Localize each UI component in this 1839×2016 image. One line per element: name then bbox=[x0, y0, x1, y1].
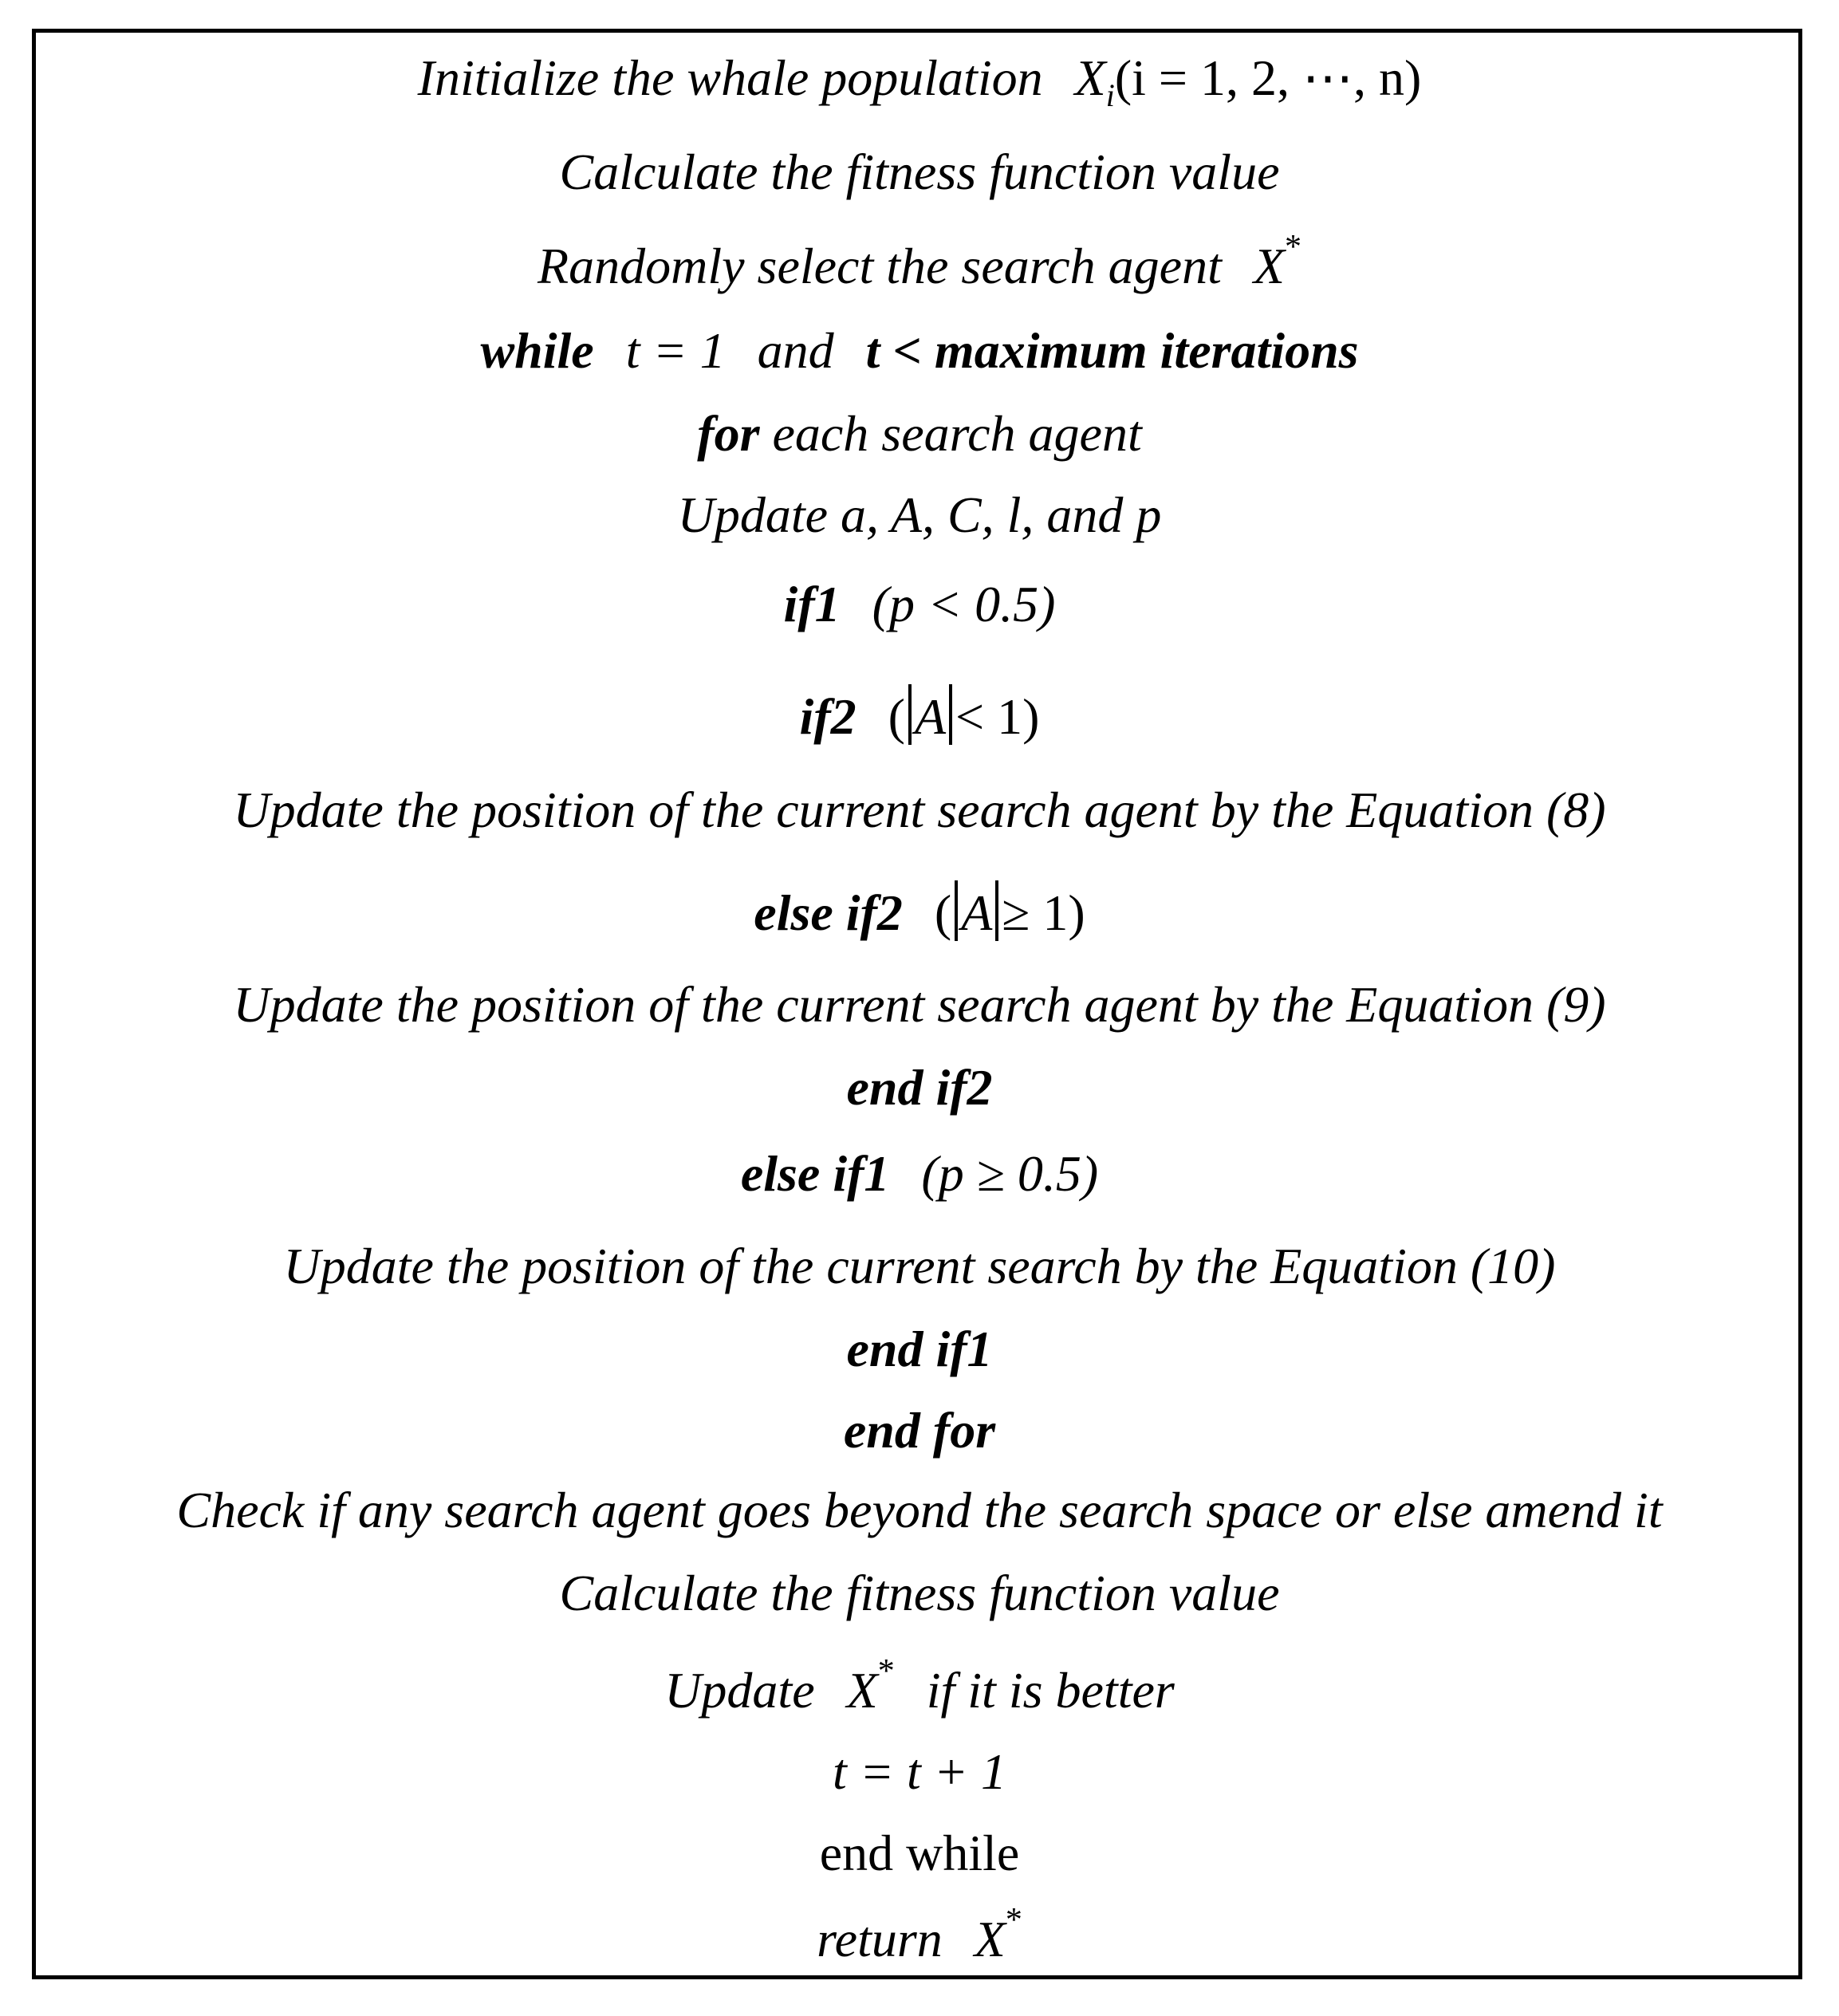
line-check-bounds bbox=[0, 1482, 1839, 1538]
line-return bbox=[0, 1902, 1839, 1967]
update-best-text-b: if it is better bbox=[926, 1662, 1175, 1719]
line-end-if1 bbox=[0, 1321, 1839, 1377]
line-while bbox=[0, 322, 1839, 379]
else-if2-var: A bbox=[961, 884, 993, 941]
for-keyword: for bbox=[697, 405, 760, 462]
whale-var: X bbox=[1074, 49, 1106, 106]
line-update-eq9 bbox=[0, 976, 1839, 1033]
abs-bar-right bbox=[949, 684, 952, 745]
line-if1 bbox=[0, 576, 1839, 632]
return-text: return bbox=[817, 1911, 943, 1967]
index-range: (i = 1, 2, ⋯, n) bbox=[1114, 49, 1422, 106]
if2-keyword: if2 bbox=[799, 688, 856, 745]
else-if1-condition: (p ≥ 0.5) bbox=[921, 1145, 1099, 1202]
update-best-star: * bbox=[877, 1653, 895, 1690]
line-random-select bbox=[0, 229, 1839, 294]
line-update-eq10 bbox=[0, 1238, 1839, 1294]
increment-formula: t = t + 1 bbox=[833, 1743, 1006, 1800]
line-calculate-fitness-2 bbox=[0, 1565, 1839, 1621]
line-if2 bbox=[0, 684, 1839, 745]
calculate-fitness-text: Calculate the fitness function value bbox=[559, 144, 1280, 200]
line-update-params bbox=[0, 486, 1839, 543]
end-while-text: end while bbox=[819, 1825, 1020, 1881]
else-if2-rest: ≥ 1) bbox=[1002, 884, 1085, 941]
return-star: * bbox=[1005, 1902, 1022, 1939]
if2-var: A bbox=[914, 688, 947, 745]
whale-index: i bbox=[1105, 77, 1115, 113]
line-calculate-fitness-1 bbox=[0, 144, 1839, 200]
abs-bar-left bbox=[908, 684, 912, 745]
abs-bar-left-2 bbox=[955, 880, 958, 941]
line-update-eq8 bbox=[0, 782, 1839, 838]
for-text: each search agent bbox=[772, 405, 1142, 462]
best-agent-star: * bbox=[1284, 229, 1301, 266]
while-cond-b: t < maximum iterations bbox=[865, 322, 1359, 379]
if1-keyword: if1 bbox=[783, 576, 841, 632]
while-and: and bbox=[757, 322, 834, 379]
if2-open-paren: ( bbox=[888, 688, 905, 745]
abs-bar-right-2 bbox=[995, 880, 998, 941]
if2-rest: < 1) bbox=[955, 688, 1040, 745]
line-increment bbox=[0, 1743, 1839, 1800]
line-for bbox=[0, 405, 1839, 462]
line-else-if2 bbox=[0, 880, 1839, 941]
if1-condition: (p < 0.5) bbox=[872, 576, 1056, 632]
line-else-if1 bbox=[0, 1145, 1839, 1202]
line-end-if2 bbox=[0, 1059, 1839, 1116]
end-for-keyword: end for bbox=[843, 1402, 996, 1459]
return-var: X bbox=[974, 1911, 1006, 1967]
line-initialize bbox=[0, 49, 1839, 113]
update-best-var: X bbox=[846, 1662, 878, 1719]
update-params-text: Update a, A, C, l, and p bbox=[677, 486, 1162, 543]
update-eq9-text: Update the position of the current search agent by the Equation (9) bbox=[233, 976, 1606, 1033]
line-end-for bbox=[0, 1402, 1839, 1459]
end-if1-keyword: end if1 bbox=[846, 1321, 993, 1377]
random-select-text: Randomly select the search agent bbox=[538, 238, 1222, 294]
line-end-while bbox=[0, 1825, 1839, 1881]
update-eq10-text: Update the position of the current search by the Equation (10) bbox=[283, 1238, 1556, 1294]
while-keyword: while bbox=[480, 322, 594, 379]
calculate-fitness-text-2: Calculate the fitness function value bbox=[559, 1565, 1280, 1621]
line-update-best bbox=[0, 1653, 1839, 1719]
else-if2-open-paren: ( bbox=[934, 884, 952, 941]
update-best-text-a: Update bbox=[664, 1662, 815, 1719]
update-eq8-text: Update the position of the current search agent by the Equation (8) bbox=[233, 782, 1606, 838]
else-if2-keyword: else if2 bbox=[754, 884, 903, 941]
while-cond-a: t = 1 bbox=[625, 322, 726, 379]
best-agent-var: X bbox=[1253, 238, 1285, 294]
else-if1-keyword: else if1 bbox=[740, 1145, 890, 1202]
end-if2-keyword: end if2 bbox=[846, 1059, 993, 1116]
initialize-text: Initialize the whale population bbox=[417, 49, 1043, 106]
check-bounds-text: Check if any search agent goes beyond the search space or else amend it bbox=[176, 1482, 1663, 1538]
